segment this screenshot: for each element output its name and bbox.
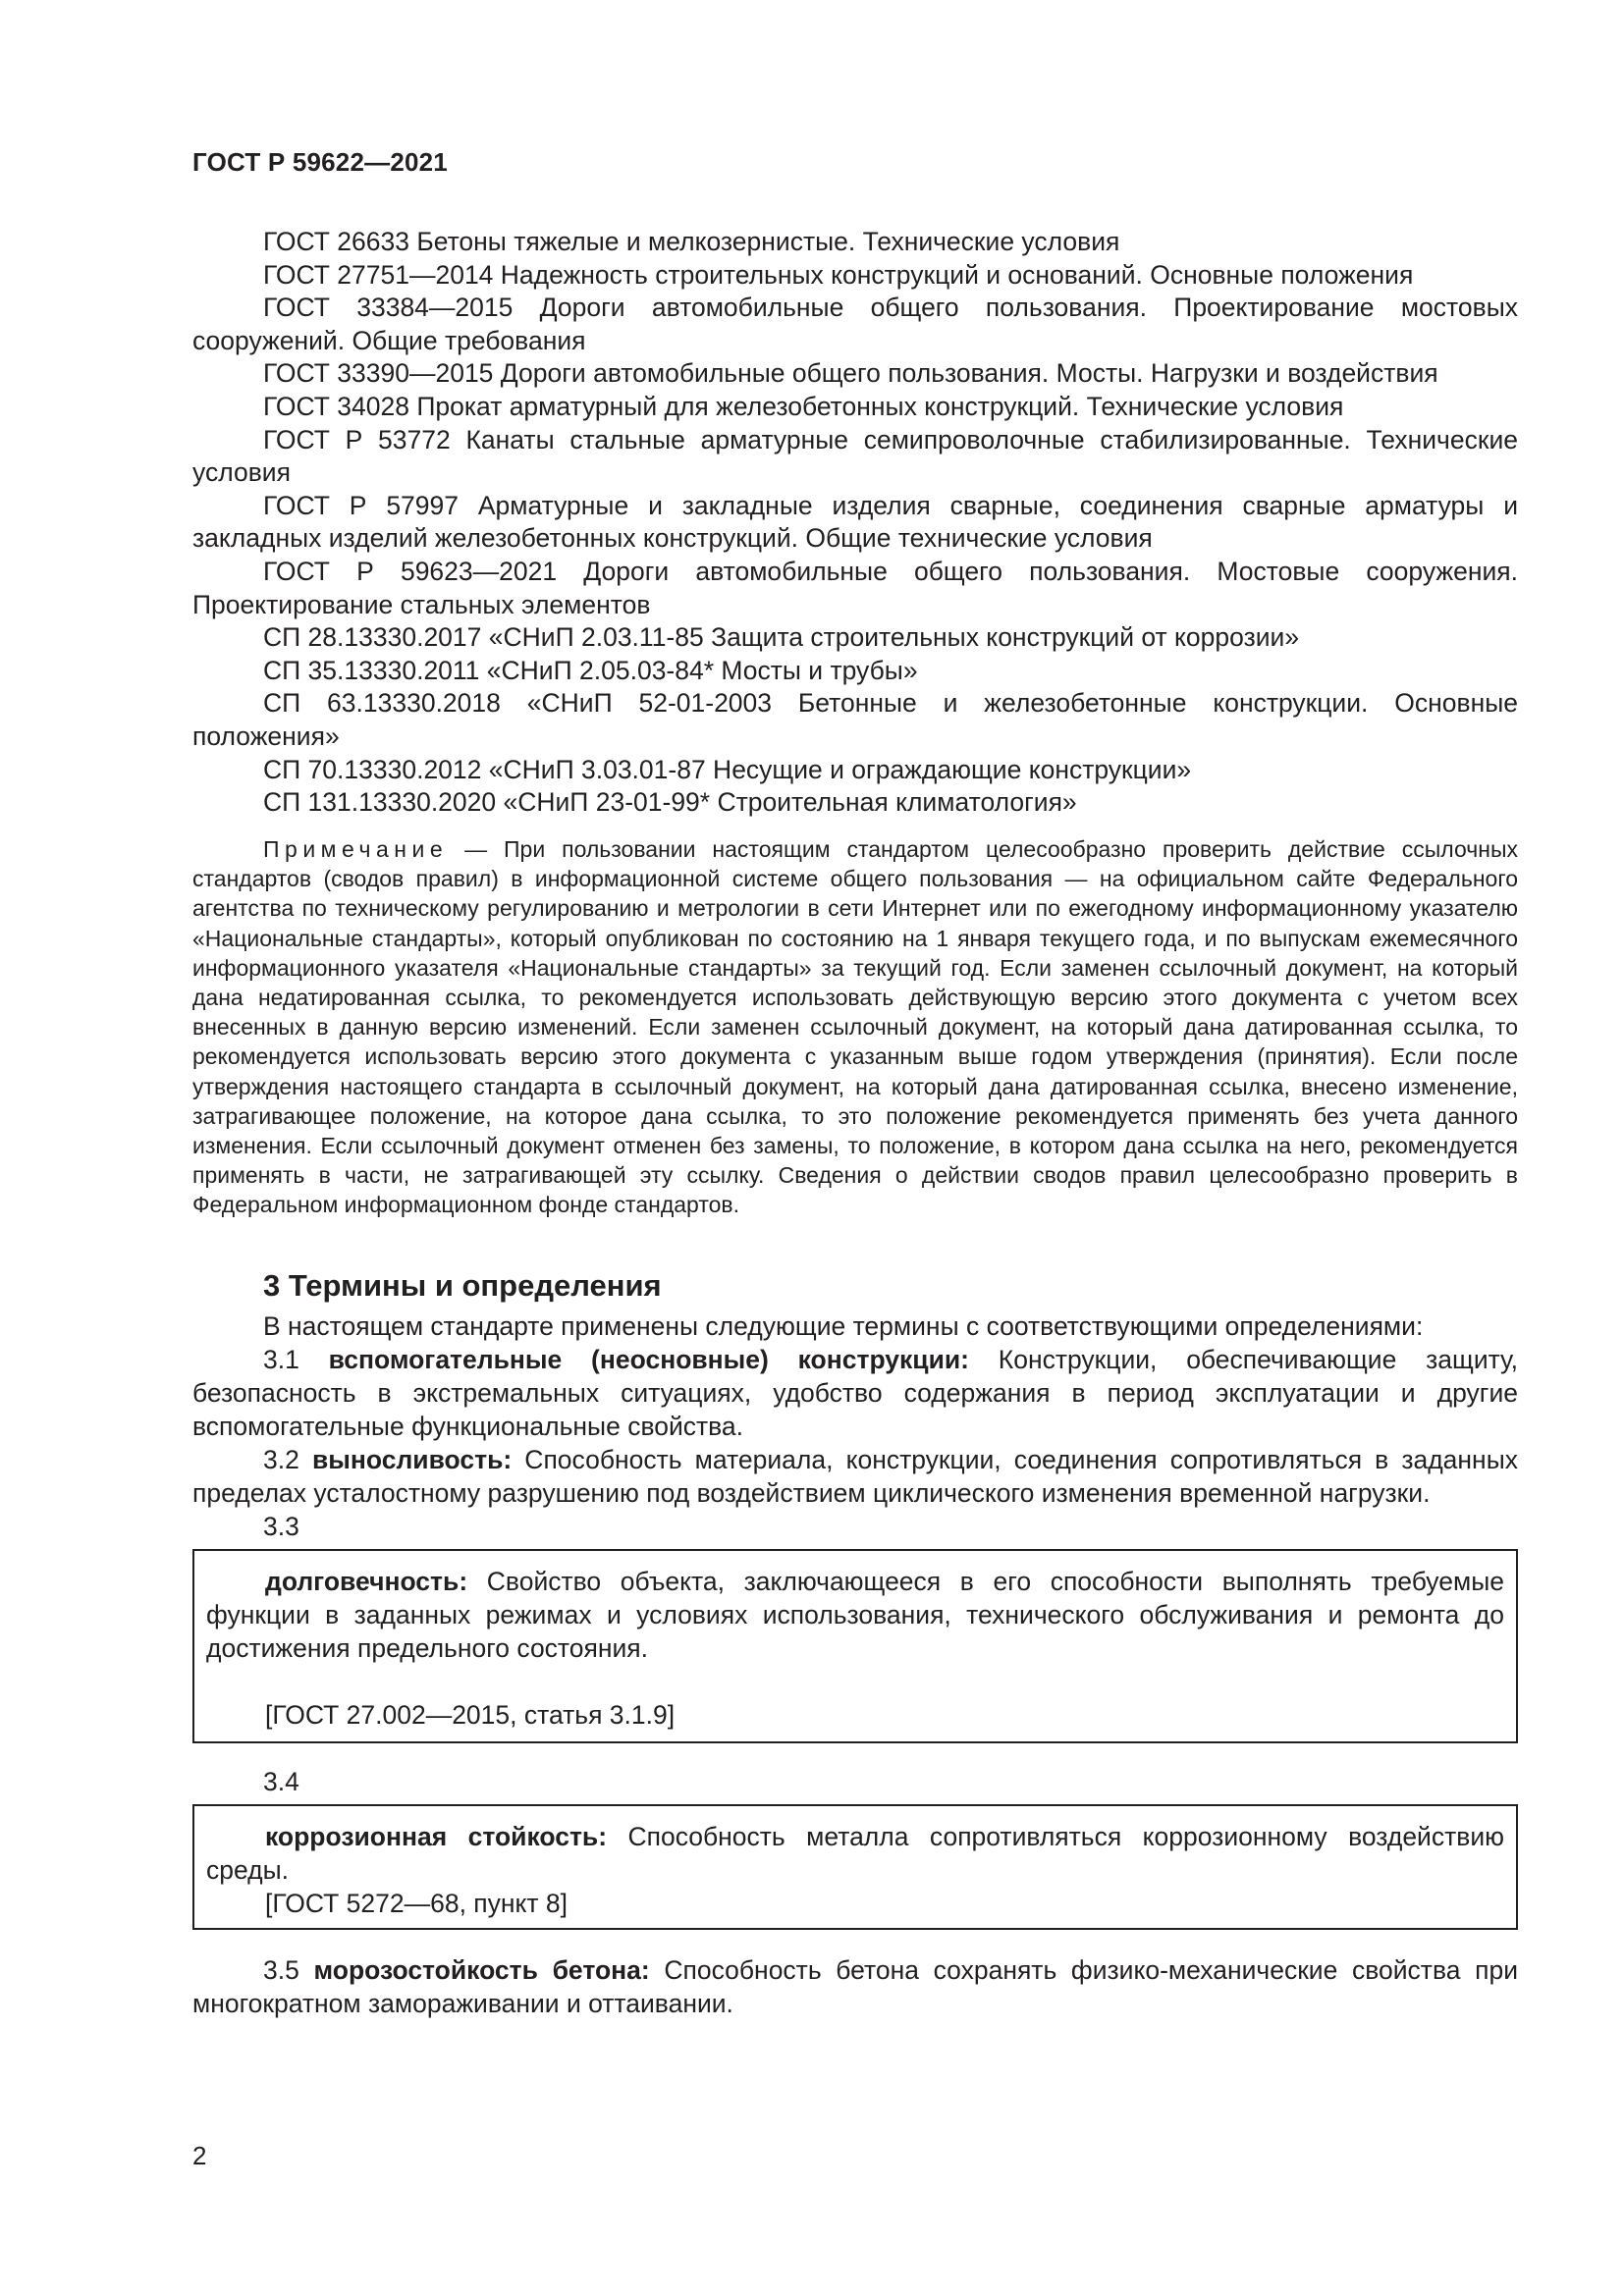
term-3-3-box [192, 1549, 1518, 1743]
reference-item: СП 63.13330.2018 «СНиП 52-01-2003 Бетонные и железобетонные конструкции. Основные положения» [192, 688, 1518, 751]
reference-item: ГОСТ Р 59623—2021 Дороги автомобильные общего пользования. Мостовые сооружения. Проектирование стальных элементов [192, 556, 1518, 619]
reference-item: СП 131.13330.2020 «СНиП 23-01-99* Строительная климатология» [263, 787, 1077, 818]
reference-item: СП 70.13330.2012 «СНиП 3.03.01-87 Несущие и ограждающие конструкции» [263, 754, 1192, 784]
term-3-5 [192, 1953, 1518, 2020]
term-number: 3.2 [263, 1445, 312, 1474]
reference-list [192, 226, 1518, 820]
reference-item: ГОСТ 33384—2015 Дороги автомобильные общего пользования. Проектирование мостовых сооружений. Общие требования [192, 293, 1518, 355]
term-source: [ГОСТ 27.002—2015, статья 3.1.9] [265, 1700, 676, 1730]
term-name: выносливость: [311, 1445, 513, 1474]
term-definition: Способность материала, конструкции, соединения сопротивляться в заданных пределах усталостному разрушению под воздействием циклического изменения временной нагрузки. [192, 1445, 1518, 1508]
term-name: коррозионная стойкость: [265, 1822, 608, 1851]
reference-item: ГОСТ Р 53772 Канаты стальные арматурные семипроволочные стабилизированные. Технические условия [192, 424, 1518, 488]
reference-item: ГОСТ Р 57997 Арматурные и закладные изделия сварные, соединения сварные арматуры и закладных изделий железобетонных конструкций. Общие технические условия [192, 490, 1518, 554]
term-name: морозостойкость бетона: [313, 1955, 650, 1985]
term-source: [ГОСТ 5272—68, пункт 8] [265, 1889, 568, 1918]
reference-item: ГОСТ 26633 Бетоны тяжелые и мелкозернистые. Технические условия [263, 227, 1120, 256]
term-number: 3.3 [263, 1512, 299, 1541]
term-definition: Способность бетона сохранять физико-механические свойства при многократном замораживании и оттаивании. [192, 1955, 1519, 2018]
term-3-2 [192, 1443, 1518, 1510]
term-number: 3.1 [263, 1345, 329, 1374]
note-label: Примечание [263, 836, 449, 862]
document-header: ГОСТ Р 59622—2021 [192, 147, 448, 177]
note-paragraph [192, 834, 1518, 1220]
term-3-3 [206, 1565, 1504, 1665]
section-title: 3 Термины и определения [263, 1268, 662, 1303]
term-number: 3.4 [263, 1767, 299, 1796]
terms-section [192, 1264, 1518, 2020]
reference-item: ГОСТ 33390—2015 Дороги автомобильные общего пользования. Мосты. Нагрузки и воздействия [263, 358, 1438, 389]
reference-item: СП 28.13330.2017 «СНиП 2.03.11-85 Защита строительных конструкций от коррозии» [263, 622, 1300, 653]
reference-item: СП 35.13330.2011 «СНиП 2.05.03-84* Мосты и трубы» [263, 655, 918, 685]
reference-item: ГОСТ 27751—2014 Надежность строительных конструкций и оснований. Основные положения [263, 259, 1414, 290]
term-3-4 [206, 1820, 1504, 1887]
term-number: 3.5 [263, 1955, 314, 1985]
page-number: 2 [192, 2141, 207, 2170]
term-3-4-box [192, 1804, 1518, 1930]
term-definition: Свойство объекта, заключающееся в его способности выполнять требуемые функции в заданных режимах и условиях использования, технического обслуживания и ремонта до достижения предельного состояния. [206, 1567, 1504, 1663]
note-text: — При пользовании настоящим стандартом целесообразно проверить действие ссылочных стандартов (сводов правил) в информационной системе общего пользования — на официальном сайте Федерального агентства по техническому регулированию и метрологии в сети Интернет или по ежегодному информационному указателю «Национальные стандарты», который опубликован по состоянию на 1 января текущего года, и по выпускам ежемесячного информационного указателя «Национальные стандарты» за текущий год. Если заменен ссылочный документ, на который дана недатированная ссылка, то рекомендуется использовать действующую версию этого документа с учетом всех внесенных в данную версию изменений. Если заменен ссылочный документ, на который дана датированная ссылка, то рекомендуется использовать версию этого документа с указанным выше годом утверждения (принятия). Если после утверждения настоящего стандарта в ссылочный документ, на который дана датированная ссылка, внесено изменение, затрагивающее положение, на которое дана ссылка, то это положение рекомендуется применять без учета данного изменения. Если ссылочный документ отменен без замены, то положение, в котором дана ссылка на него, рекомендуется применять в части, не затрагивающей эту ссылку. Сведения о действии сводов правил целесообразно проверить в Федеральном информационном фонде стандартов. [192, 836, 1518, 1218]
term-name: долговечность: [265, 1567, 468, 1596]
term-3-1 [192, 1343, 1518, 1443]
reference-item: ГОСТ 34028 Прокат арматурный для железобетонных конструкций. Технические условия [263, 391, 1344, 421]
section-intro: В настоящем стандарте применены следующие термины с соответствующими определениями: [263, 1311, 1424, 1341]
term-name: вспомогательные (неосновные) конструкции: [328, 1345, 970, 1374]
term-definition: Конструкции, обеспечивающие защиту, безопасность в экстремальных ситуациях, удобство содержания в период эксплуатации и другие вспомогательные функциональные свойства. [192, 1345, 1519, 1441]
term-definition: Способность металла сопротивляться коррозионному воздействию среды. [206, 1822, 1504, 1885]
